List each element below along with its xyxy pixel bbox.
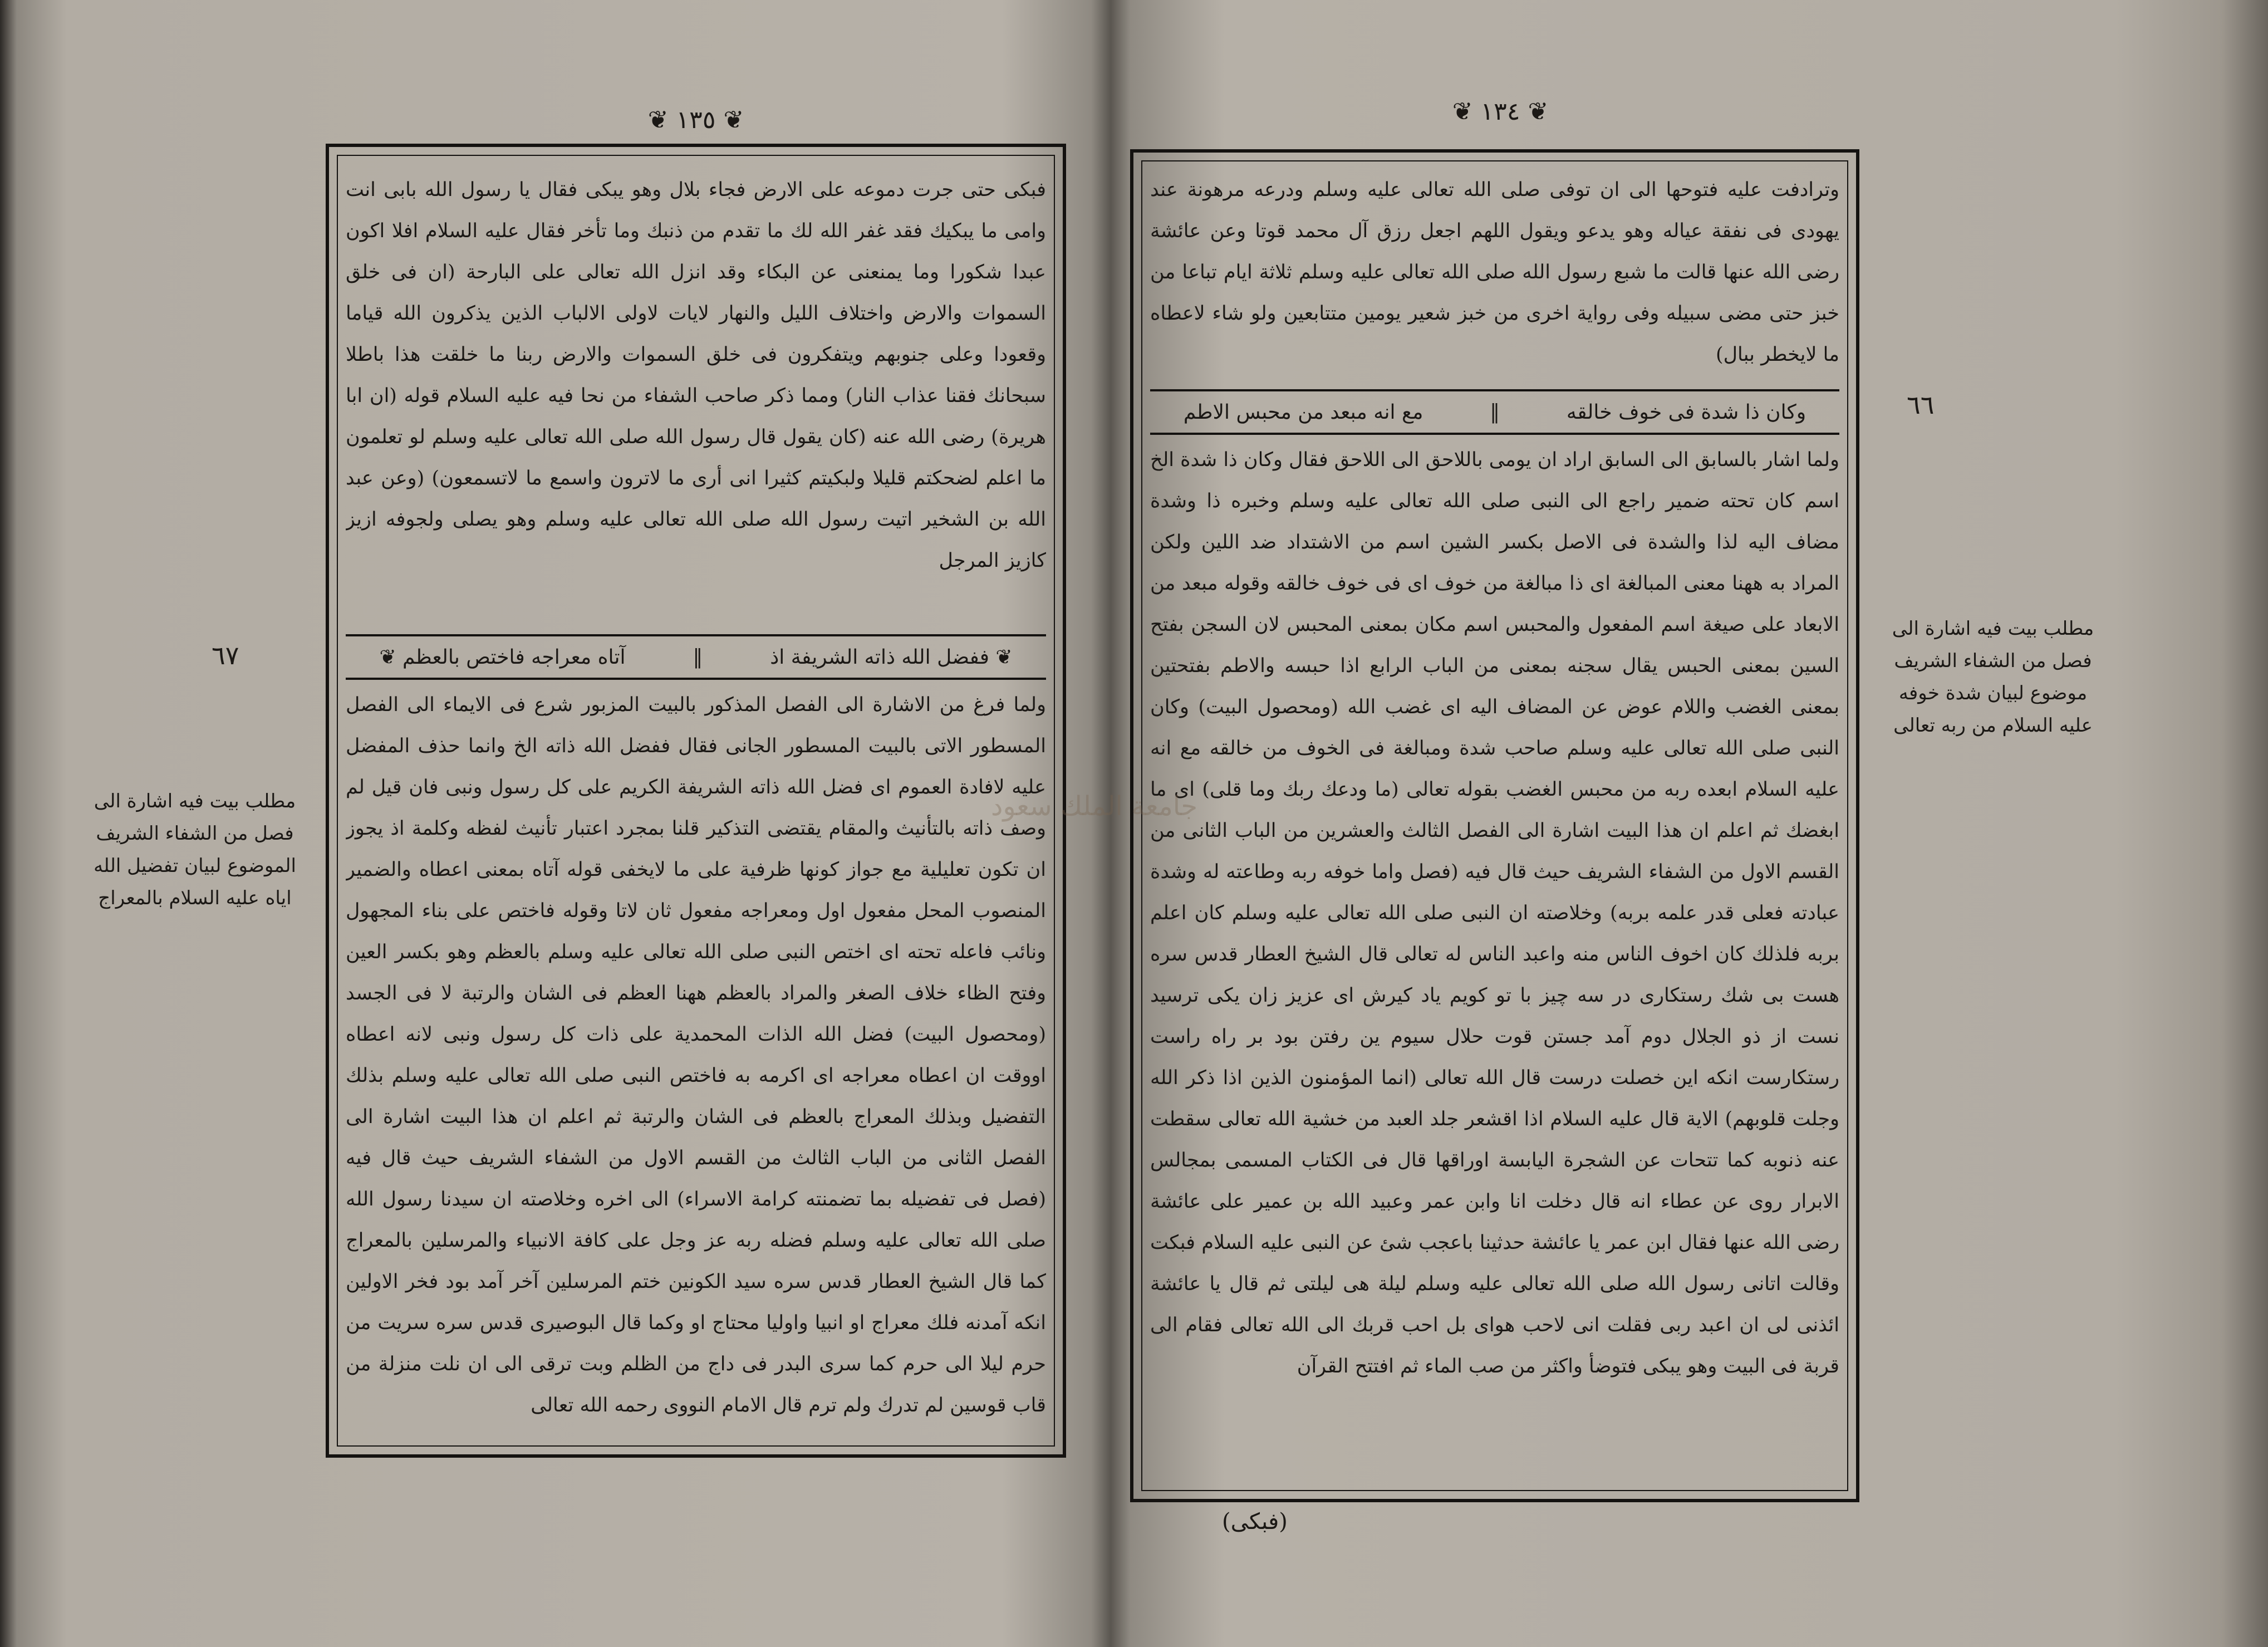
top-passage-text: وترادفت عليه فتوحها الى ان توفى صلى الله تعالى عليه وسلم ودرعه مرهونة عند يهودى فى نفقة عياله وهو يدعو ويقول اللهم اجعل رزق آل محمد قوتا وعن عائشة رضى الله عنها قالت ما شبع رسول الله صلى الله تعالى عليه وسلم ثلاثة ايام تباعا من خبز حتى مضى سبيله وفى رواية اخرى من خبز شعير يومين متتابعين ولو شاء لاعطاه ما لايخطر ببال) [1150,179,1839,366]
margin-number: ٦٦ [1907,390,1935,420]
verse-header [1150,389,1839,435]
top-passage [346,169,1046,581]
bottom-passage-text: ولما فرغ من الاشارة الى الفصل المذكور بالبيت المزبور شرع فى الايماء الى الفصل المسطور الاتى بالبيت المسطور الجانى فقال ففضل الله ذاته الخ وانما حذف المفضل عليه لافادة العموم اى فضل الله ذاته الشريفة الكريم على كل رسول ونبى فان قيل لم وصف ذاته بالتأنيث والمقام يقتضى التذكير قلنا بمجرد اعتبار تأنيث لفظه وكلمة اذ يجوز ان تكون تعليلية مع جواز كونها ظرفية على ما لايخفى قوله آتاه بمعنى اعطاه والضمير المنصوب المحل مفعول اول ومعراجه مفعول ثان لاتا وقوله فاختص على بناء المجهول ونائب فاعله تحته اى اختص النبى صلى الله تعالى عليه وسلم بالعظم وهو بكسر العين وفتح الظاء خلاف الصغر والمراد بالعظم ههنا العظم فى الشان والرتبة لا فى الجسد (ومحصول البيت) فضل الله الذات المحمدية على ذات كل رسول ونبى لانه اعطاه اووقت ان اعطاه معراجه اى اكرمه به فاختص النبى صلى الله تعالى عليه وسلم بذلك التفضيل وبذلك المعراج بالعظم فى الشان والرتبة ثم اعلم ان هذا البيت اشارة الى الفصل الثانى من الباب الثالث من القسم الاول من الشفاء الشريف حيث قال فيه (فصل فى تفضيله بما تضمنته كرامة الاسراء) الى اخره وخلاصته ان سيدنا رسول الله صلى الله تعالى عليه وسلم فضله ربه عز وجل على كافة الانبياء والمرسلين بالمعراج كما قال الشيخ العطار قدس سره سيد الكونين ختم المرسلين آخر آمد بود فخر الاولين انكه آمدنه فلك معراج او انبيا واوليا محتاج او وكما قال البوصيرى قدس سره سريت من حرم ليلا الى حرم كما سرى البدر فى داج من الظلم وبت ترقى الى ان نلت منزلة من قاب قوسين لم تدرك ولم ترم قال الامام النووى رحمه الله تعالى [346,694,1046,1416]
margin-number: ٦٧ [212,640,239,670]
text-frame [1130,149,1859,1502]
bottom-passage [1150,439,1839,1482]
page-135 [0,0,1111,1647]
verse-header [346,634,1046,680]
top-passage-text: فبكى حتى جرت دموعه على الارض فجاء بلال وهو يبكى فقال يا رسول الله بابى انت وامى ما يبكيك فقد غفر الله لك ما تقدم من ذنبك وما تأخر فقال عليه السلام افلا اكون عبدا شكورا وما يمنعنى عن البكاء وقد انزل الله تعالى على البارحة (ان فى خلق السموات والارض واختلاف الليل والنهار لايات لاولى الالباب الذين يذكرون الله قياما وقعودا وعلى جنوبهم ويتفكرون فى خلق السموات والارض ربنا ما خلقت هذا باطلا سبحانك فقنا عذاب النار) ومما ذكر صاحب الشفاء من نحا فيه عليه السلام قوله (ان ابا هريرة) رضى الله عنه (كان يقول قال رسول الله صلى الله تعالى عليه وسلم لو تعلمون ما اعلم لضحكتم قليلا ولبكيتم كثيرا انى أرى ما لاترون واسمع ما لاتسمعون) (وعن عبد الله بن الشخير اتيت رسول الله صلى الله تعالى عليه وسلم وهو يصلى ولجوفه ازيز كازيز المرجل [346,179,1046,572]
catchword: (فبكى) [1222,1509,1288,1535]
bottom-passage [346,684,1046,1432]
verse-separator: ‖ [1490,400,1500,424]
margin-note: مطلب بيت فيه اشارة الى فصل من الشفاء الشريف موضوع لبيان شدة خوفه عليه السلام من ربه تعالى [1892,617,2094,737]
verse-hemistich-2: مع انه مبعد من محبس الاطم [1183,400,1423,424]
verse-hemistich-2: آتاه معراجه فاختص بالعظم ❦ [379,645,626,669]
top-passage [1150,169,1839,381]
verse-separator: ‖ [693,645,703,669]
page-134 [1111,0,2268,1647]
text-frame [326,144,1066,1458]
page-number: ❦ ١٣٥ ❦ [647,106,744,134]
margin-note: مطلب بيت فيه اشارة الى فصل من الشفاء الشريف الموضوع لبيان تفضيل الله اياه عليه السلام بالمعراج [94,790,296,909]
library-watermark: جامعة الملك سعود [991,791,1198,822]
page-number: ❦ ١٣٤ ❦ [1452,97,1549,126]
verse-hemistich-1: ❦ ففضل الله ذاته الشريفة اذ [770,645,1013,669]
bottom-passage-text: ولما اشار بالسابق الى السابق اراد ان يومى باللاحق الى اللاحق فقال وكان ذا شدة الخ اسم كان تحته ضمير راجع الى النبى صلى الله تعالى عليه وسلم وخبره ذا وشدة مضاف اليه لذا والشدة فى الاصل بكسر الشين اسم من الاشتداد ضد اللين ولكن المراد به ههنا معنى المبالغة اى ذا مبالغة من خوف اى فى خوف خالقه وقوله مبعد من الابعاد على صيغة اسم المفعول والمحبس اسم مكان بمعنى المحبس لان السجن بفتح السين بمعنى الحبس يقال سجنه بمعنى من الباب الرابع اذا حبسه والاطم بفتحتين بمعنى الغضب واللام عوض عن المضاف اليه اى غضب الله (ومحصول البيت) وكان النبى صلى الله تعالى عليه وسلم صاحب شدة ومبالغة فى الخوف من خالقه مع انه عليه السلام ابعده ربه من محبس الغضب بقوله تعالى (ما ودعك ربك وما قلى) اى ما ابغضك ثم اعلم ان هذا البيت اشارة الى الفصل الثالث والعشرين من الباب الثانى من القسم الاول من الشفاء الشريف حيث قال فيه (فصل واما خوفه ربه وطاعته له وشدة عبادته فعلى قدر علمه بربه) وخلاصته ان النبى صلى الله تعالى عليه وسلم كان اعلم بربه فلذلك كان اخوف الناس منه واعبد الناس له تعالى قال الشيخ العطار قدس سره هست بى شك رستكارى در سه چيز با تو كويم ياد كيرش اى عزيز زان يكى ترسيد نست از ذو الجلال دوم آمد جستن قوت حلال سيوم ين رفتن بود بر راه راست رستكارست انكه اين خصلت درست قال الله تعالى (انما المؤمنون الذين اذا ذكر الله وجلت قلوبهم) الاية قال عليه السلام اذا اقشعر جلد العبد من خشية الله تعالى سقطت عنه ذنوبه كما تتحات عن الشجرة اليابسة اوراقها قال فى الكتاب المسمى بمجالس الابرار روى عن عطاء انه قال دخلت انا وابن عمر وعبيد الله بن عمير على عائشة رضى الله عنها فقال ابن عمر يا عائشة حدثينا باعجب شئ عن النبى عليه السلام فبكت وقالت اتانى رسول الله صلى الله تعالى عليه وسلم ليلة هى ليلتى ثم قال يا عائشة ائذنى لى ان اعبد ربى فقلت انى لاحب هواى بل احب قربك الى الله تعالى فقام الى قربة فى البيت وهو يبكى فتوضأ واكثر من صب الماء ثم افتتح القرآن [1150,449,1839,1378]
verse-hemistich-1: وكان ذا شدة فى خوف خالقه [1566,400,1806,424]
